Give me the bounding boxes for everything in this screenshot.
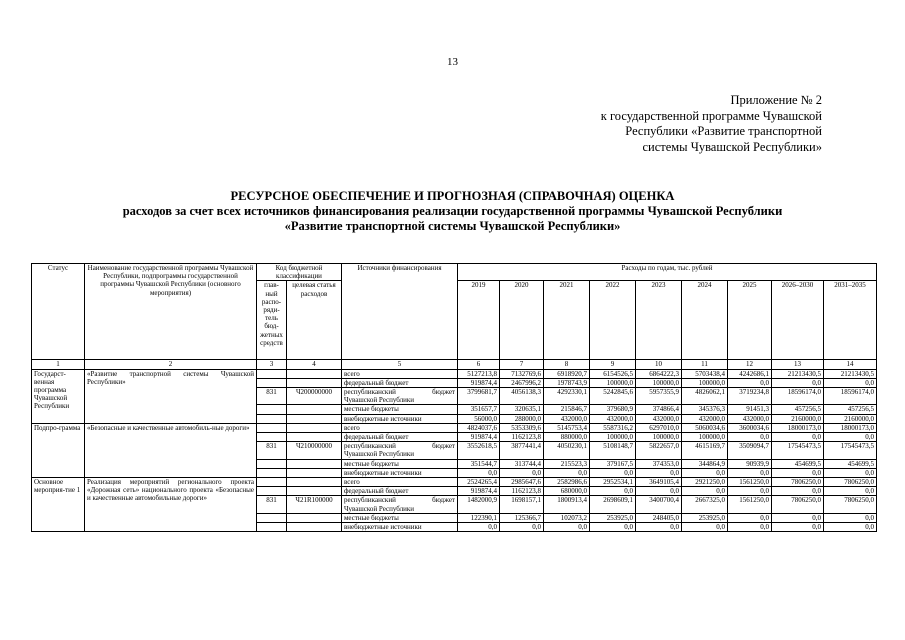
value-cell: 0,0 xyxy=(636,468,682,477)
source-cell: федеральный бюджет xyxy=(342,378,458,387)
column-number: 13 xyxy=(772,360,824,369)
value-cell: 21213430,5 xyxy=(772,369,824,378)
target-article-cell xyxy=(287,369,342,378)
source-cell: республиканский бюджет Чувашской Республики xyxy=(342,442,458,459)
value-cell: 0,0 xyxy=(636,523,682,532)
value-cell: 680000,0 xyxy=(544,487,590,496)
value-cell: 0,0 xyxy=(500,523,544,532)
value-cell: 248405,0 xyxy=(636,513,682,522)
source-cell: всего xyxy=(342,478,458,487)
manager-cell xyxy=(257,423,287,432)
target-article-cell xyxy=(287,405,342,414)
value-cell: 0,0 xyxy=(682,468,728,477)
target-article-cell xyxy=(287,433,342,442)
year-header: 2031–2035 xyxy=(824,281,877,360)
manager-cell xyxy=(257,378,287,387)
value-cell: 122390,1 xyxy=(458,513,500,522)
value-cell: 7806250,0 xyxy=(824,496,877,513)
value-cell: 1482000,9 xyxy=(458,496,500,513)
column-number: 5 xyxy=(342,360,458,369)
value-cell: 0,0 xyxy=(728,468,772,477)
value-cell: 6154526,5 xyxy=(590,369,636,378)
value-cell: 0,0 xyxy=(728,433,772,442)
value-cell: 0,0 xyxy=(772,487,824,496)
value-cell: 0,0 xyxy=(682,487,728,496)
value-cell: 100000,0 xyxy=(590,433,636,442)
value-cell: 919874,4 xyxy=(458,433,500,442)
column-number: 3 xyxy=(257,360,287,369)
value-cell: 457256,5 xyxy=(772,405,824,414)
header-target-article: целевая статья расходов xyxy=(287,281,342,360)
value-cell: 0,0 xyxy=(824,433,877,442)
column-number: 6 xyxy=(458,360,500,369)
header-row xyxy=(32,264,877,281)
value-cell: 288000,0 xyxy=(500,414,544,423)
status-cell: Основное мероприя-тие 1 xyxy=(32,478,85,532)
source-cell: внебюджетные источники xyxy=(342,523,458,532)
value-cell: 2467996,2 xyxy=(500,378,544,387)
header-expenses: Расходы по годам, тыс. рублей xyxy=(458,264,877,281)
manager-cell xyxy=(257,468,287,477)
value-cell: 7132769,6 xyxy=(500,369,544,378)
value-cell: 0,0 xyxy=(590,487,636,496)
value-cell: 454699,5 xyxy=(772,459,824,468)
appendix-note xyxy=(560,93,822,155)
value-cell: 432000,0 xyxy=(636,414,682,423)
value-cell: 7806250,0 xyxy=(772,478,824,487)
value-cell: 432000,0 xyxy=(728,414,772,423)
header-sources: Источники финансирования xyxy=(342,264,458,360)
value-cell: 215523,3 xyxy=(544,459,590,468)
value-cell: 21213430,5 xyxy=(824,369,877,378)
value-cell: 5060034,6 xyxy=(682,423,728,432)
column-number: 10 xyxy=(636,360,682,369)
value-cell: 2667325,0 xyxy=(682,496,728,513)
column-number: 14 xyxy=(824,360,877,369)
value-cell: 0,0 xyxy=(772,513,824,522)
value-cell: 379167,5 xyxy=(590,459,636,468)
value-cell: 4826062,1 xyxy=(682,388,728,405)
value-cell: 7806250,0 xyxy=(824,478,877,487)
value-cell: 4824037,6 xyxy=(458,423,500,432)
value-cell: 0,0 xyxy=(458,523,500,532)
value-cell: 919874,4 xyxy=(458,487,500,496)
target-article-cell xyxy=(287,414,342,423)
manager-cell xyxy=(257,414,287,423)
value-cell: 313744,4 xyxy=(500,459,544,468)
source-cell: внебюджетные источники xyxy=(342,414,458,423)
value-cell: 2160000,0 xyxy=(824,414,877,423)
header-status: Статус xyxy=(32,264,85,360)
value-cell: 17545473,5 xyxy=(824,442,877,459)
value-cell: 0,0 xyxy=(544,468,590,477)
manager-cell xyxy=(257,405,287,414)
value-cell: 2921250,0 xyxy=(682,478,728,487)
source-cell: местные бюджеты xyxy=(342,405,458,414)
value-cell: 4242686,1 xyxy=(728,369,772,378)
value-cell: 215846,7 xyxy=(544,405,590,414)
value-cell: 90939,9 xyxy=(728,459,772,468)
value-cell: 18596174,0 xyxy=(772,388,824,405)
value-cell: 1561250,0 xyxy=(728,496,772,513)
value-cell: 3719234,8 xyxy=(728,388,772,405)
target-article-cell xyxy=(287,468,342,477)
source-cell: федеральный бюджет xyxy=(342,433,458,442)
year-header: 2019 xyxy=(458,281,500,360)
year-header: 2023 xyxy=(636,281,682,360)
value-cell: 3600034,6 xyxy=(728,423,772,432)
manager-cell xyxy=(257,523,287,532)
value-cell: 4292330,1 xyxy=(544,388,590,405)
manager-cell xyxy=(257,459,287,468)
value-cell: 5127213,8 xyxy=(458,369,500,378)
value-cell: 432000,0 xyxy=(590,414,636,423)
value-cell: 0,0 xyxy=(500,468,544,477)
year-header: 2026–2030 xyxy=(772,281,824,360)
value-cell: 253925,0 xyxy=(590,513,636,522)
value-cell: 2698609,1 xyxy=(590,496,636,513)
value-cell: 6297010,0 xyxy=(636,423,682,432)
target-article-cell: Ч210000000 xyxy=(287,442,342,459)
value-cell: 4050230,1 xyxy=(544,442,590,459)
value-cell: 100000,0 xyxy=(590,378,636,387)
year-header: 2024 xyxy=(682,281,728,360)
source-cell: всего xyxy=(342,369,458,378)
value-cell: 5587316,2 xyxy=(590,423,636,432)
value-cell: 253925,0 xyxy=(682,513,728,522)
value-cell: 1978743,9 xyxy=(544,378,590,387)
value-cell: 6864222,3 xyxy=(636,369,682,378)
column-number: 1 xyxy=(32,360,85,369)
value-cell: 0,0 xyxy=(824,378,877,387)
value-cell: 100000,0 xyxy=(636,433,682,442)
year-header: 2025 xyxy=(728,281,772,360)
value-cell: 5822657,0 xyxy=(636,442,682,459)
value-cell: 0,0 xyxy=(728,378,772,387)
value-cell: 18000173,0 xyxy=(824,423,877,432)
source-cell: местные бюджеты xyxy=(342,459,458,468)
value-cell: 5108148,7 xyxy=(590,442,636,459)
value-cell: 432000,0 xyxy=(682,414,728,423)
value-cell: 1162123,8 xyxy=(500,433,544,442)
appendix-line: Приложение № 2 xyxy=(730,93,822,107)
value-cell: 100000,0 xyxy=(682,378,728,387)
column-number: 7 xyxy=(500,360,544,369)
value-cell: 351657,7 xyxy=(458,405,500,414)
value-cell: 0,0 xyxy=(728,513,772,522)
value-cell: 18000173,0 xyxy=(772,423,824,432)
name-cell: «Безопасные и качественные автомобиль-ные дороги» xyxy=(85,423,257,477)
value-cell: 1800913,4 xyxy=(544,496,590,513)
manager-cell: 831 xyxy=(257,388,287,405)
value-cell: 5353309,6 xyxy=(500,423,544,432)
value-cell: 1698157,1 xyxy=(500,496,544,513)
column-number: 9 xyxy=(590,360,636,369)
target-article-cell xyxy=(287,513,342,522)
value-cell: 0,0 xyxy=(458,468,500,477)
resource-table xyxy=(31,263,877,532)
value-cell: 6918920,7 xyxy=(544,369,590,378)
document-title xyxy=(0,189,905,234)
value-cell: 2160000,0 xyxy=(772,414,824,423)
value-cell: 56000,0 xyxy=(458,414,500,423)
source-cell: федеральный бюджет xyxy=(342,487,458,496)
value-cell: 345376,3 xyxy=(682,405,728,414)
value-cell: 5957355,9 xyxy=(636,388,682,405)
status-cell: Государст-венная программа Чувашской Республики xyxy=(32,369,85,423)
value-cell: 344864,9 xyxy=(682,459,728,468)
target-article-cell xyxy=(287,523,342,532)
manager-cell xyxy=(257,487,287,496)
target-article-cell xyxy=(287,487,342,496)
value-cell: 0,0 xyxy=(824,487,877,496)
manager-cell xyxy=(257,433,287,442)
value-cell: 2524265,4 xyxy=(458,478,500,487)
value-cell: 0,0 xyxy=(636,487,682,496)
table-row xyxy=(32,478,877,487)
year-header: 2020 xyxy=(500,281,544,360)
column-number: 11 xyxy=(682,360,728,369)
column-number: 8 xyxy=(544,360,590,369)
value-cell: 0,0 xyxy=(824,523,877,532)
value-cell: 3552618,5 xyxy=(458,442,500,459)
value-cell: 5703438,4 xyxy=(682,369,728,378)
value-cell: 919874,4 xyxy=(458,378,500,387)
value-cell: 91451,3 xyxy=(728,405,772,414)
manager-cell xyxy=(257,478,287,487)
column-number: 2 xyxy=(85,360,257,369)
name-cell: «Развитие транспортной системы Чувашской Республики» xyxy=(85,369,257,423)
value-cell: 0,0 xyxy=(824,513,877,522)
column-numbers-row xyxy=(32,360,877,369)
table-row xyxy=(32,369,877,378)
value-cell: 5242845,6 xyxy=(590,388,636,405)
source-cell: республиканский бюджет Чувашской Республики xyxy=(342,388,458,405)
value-cell: 3649105,4 xyxy=(636,478,682,487)
value-cell: 2985647,6 xyxy=(500,478,544,487)
column-number: 4 xyxy=(287,360,342,369)
title-line-3: «Развитие транспортной системы Чувашской Республики» xyxy=(284,219,621,233)
appendix-line: системы Чувашской Республики» xyxy=(642,139,822,154)
value-cell: 100000,0 xyxy=(682,433,728,442)
name-cell: Реализация мероприятий регионального проекта «Дорожная сеть» национального проекта «Безопасные и качественные автомобильные дороги» xyxy=(85,478,257,532)
year-header: 2022 xyxy=(590,281,636,360)
value-cell: 0,0 xyxy=(772,378,824,387)
manager-cell xyxy=(257,513,287,522)
value-cell: 351544,7 xyxy=(458,459,500,468)
value-cell: 2952534,1 xyxy=(590,478,636,487)
value-cell: 3509094,7 xyxy=(728,442,772,459)
value-cell: 880000,0 xyxy=(544,433,590,442)
target-article-cell xyxy=(287,459,342,468)
value-cell: 0,0 xyxy=(544,523,590,532)
target-article-cell: Ч21R100000 xyxy=(287,496,342,513)
value-cell: 374353,0 xyxy=(636,459,682,468)
value-cell: 320635,1 xyxy=(500,405,544,414)
value-cell: 0,0 xyxy=(590,523,636,532)
value-cell: 1561250,0 xyxy=(728,478,772,487)
manager-cell: 831 xyxy=(257,442,287,459)
value-cell: 4615169,7 xyxy=(682,442,728,459)
title-line-1: РЕСУРСНОЕ ОБЕСПЕЧЕНИЕ И ПРОГНОЗНАЯ (СПРАВОЧНАЯ) ОЦЕНКА xyxy=(230,189,675,203)
value-cell: 432000,0 xyxy=(544,414,590,423)
value-cell: 0,0 xyxy=(772,523,824,532)
value-cell: 0,0 xyxy=(728,487,772,496)
header-name: Наименование государственной программы Чувашской Республики, подпрограммы государственной программы Чувашской Республики (основного мероприятия) xyxy=(85,264,257,360)
value-cell: 18596174,0 xyxy=(824,388,877,405)
value-cell: 1162123,8 xyxy=(500,487,544,496)
value-cell: 454699,5 xyxy=(824,459,877,468)
value-cell: 7806250,0 xyxy=(772,496,824,513)
target-article-cell xyxy=(287,423,342,432)
value-cell: 374866,4 xyxy=(636,405,682,414)
value-cell: 0,0 xyxy=(772,468,824,477)
value-cell: 0,0 xyxy=(682,523,728,532)
value-cell: 457256,5 xyxy=(824,405,877,414)
column-number: 12 xyxy=(728,360,772,369)
source-cell: всего xyxy=(342,423,458,432)
value-cell: 3799681,7 xyxy=(458,388,500,405)
value-cell: 0,0 xyxy=(772,433,824,442)
value-cell: 125366,7 xyxy=(500,513,544,522)
value-cell: 0,0 xyxy=(728,523,772,532)
appendix-line: Республики «Развитие транспортной xyxy=(625,124,822,138)
status-cell: Подпро-грамма xyxy=(32,423,85,477)
title-line-2: расходов за счет всех источников финансирования реализации государственной программы Чувашской Республики xyxy=(122,204,783,218)
source-cell: республиканский бюджет Чувашской Республики xyxy=(342,496,458,513)
value-cell: 5145753,4 xyxy=(544,423,590,432)
value-cell: 3877441,4 xyxy=(500,442,544,459)
target-article-cell: Ч200000000 xyxy=(287,388,342,405)
value-cell: 102073,2 xyxy=(544,513,590,522)
source-cell: местные бюджеты xyxy=(342,513,458,522)
appendix-line: к государственной программе Чувашской xyxy=(600,108,822,123)
manager-cell xyxy=(257,369,287,378)
value-cell: 0,0 xyxy=(590,468,636,477)
value-cell: 17545473,5 xyxy=(772,442,824,459)
value-cell: 379680,9 xyxy=(590,405,636,414)
header-main-manager: глав-ный распо-ряди-тель бюд-жетных средств xyxy=(257,281,287,360)
value-cell: 3400700,4 xyxy=(636,496,682,513)
value-cell: 0,0 xyxy=(824,468,877,477)
year-header: 2021 xyxy=(544,281,590,360)
value-cell: 100000,0 xyxy=(636,378,682,387)
manager-cell: 831 xyxy=(257,496,287,513)
value-cell: 4056138,3 xyxy=(500,388,544,405)
table-row xyxy=(32,423,877,432)
header-budget-code: Код бюджетной классификации xyxy=(257,264,342,281)
page-number: 13 xyxy=(447,56,458,68)
source-cell: внебюджетные источники xyxy=(342,468,458,477)
value-cell: 2582986,6 xyxy=(544,478,590,487)
target-article-cell xyxy=(287,478,342,487)
target-article-cell xyxy=(287,378,342,387)
